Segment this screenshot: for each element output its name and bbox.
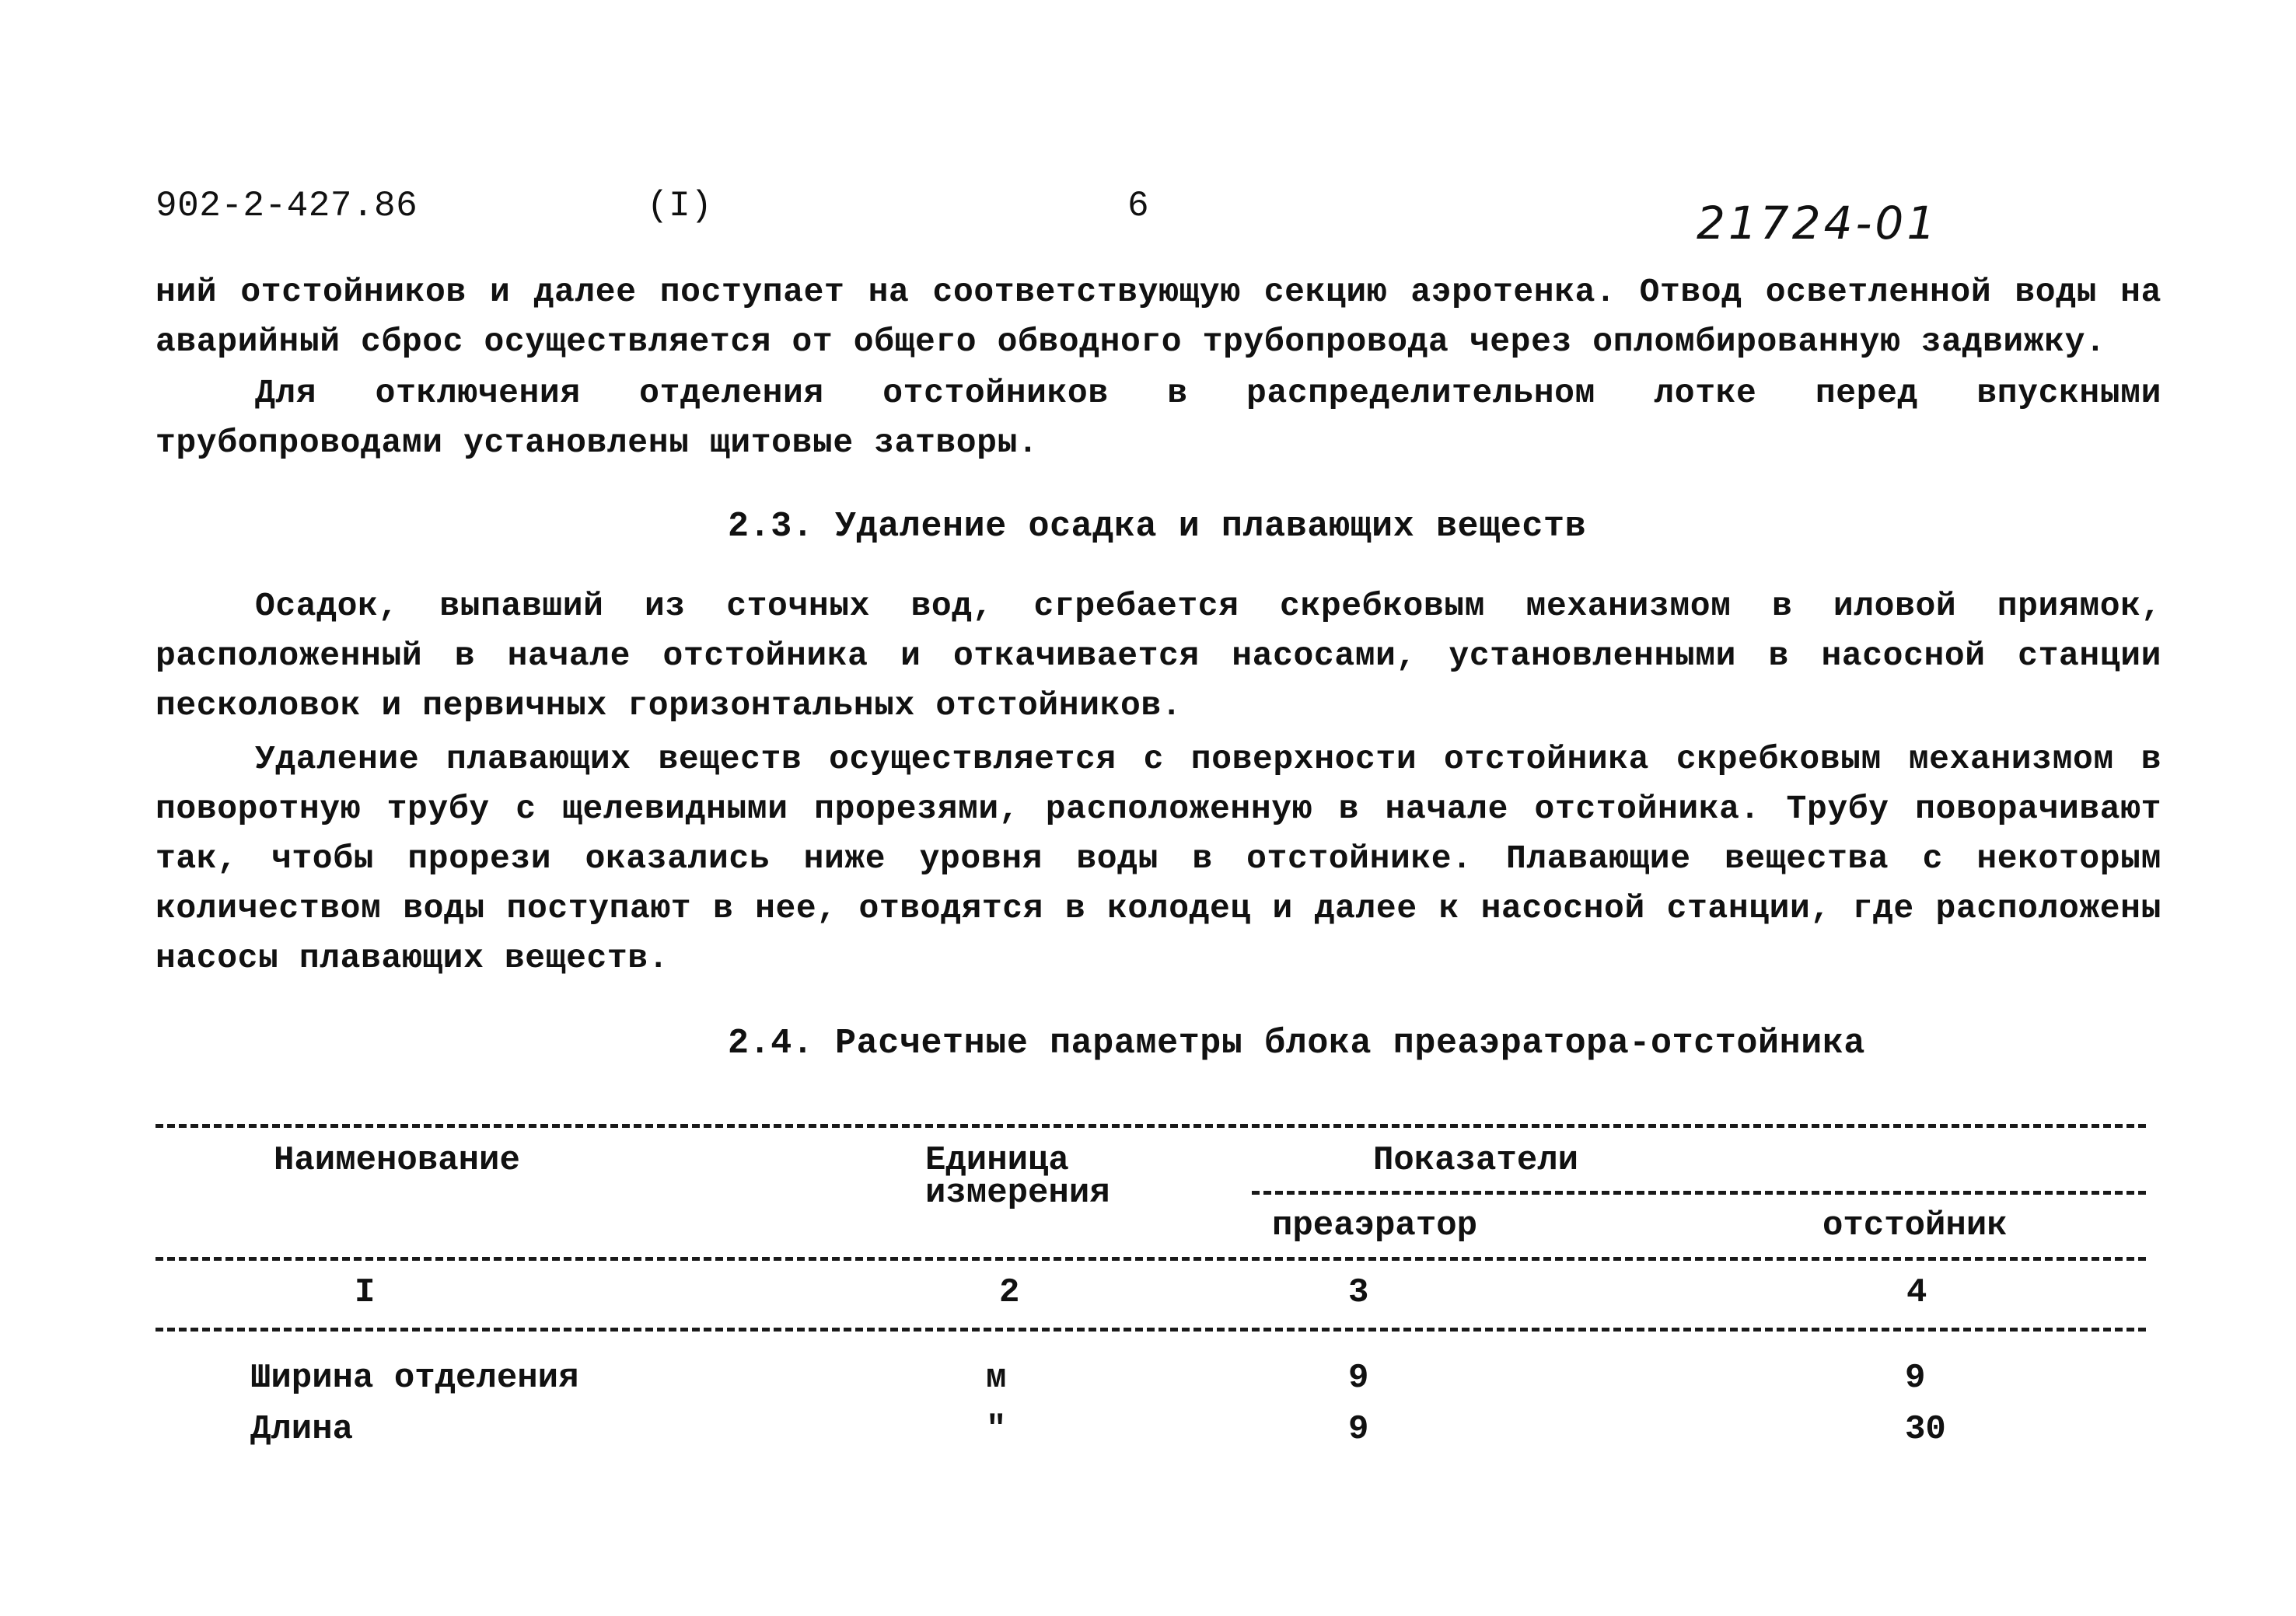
page-number: 6 [1127, 186, 1150, 226]
header-bottom-rule [156, 1257, 2146, 1261]
row-width-settler: 9 [1905, 1359, 1926, 1398]
row-length-unit: " [986, 1410, 1007, 1449]
handwritten-stamp: 21724-01 [1697, 197, 1939, 250]
header-indicators: Показатели [1373, 1141, 1579, 1180]
column-numbers-rule [156, 1328, 2146, 1332]
column-number-3: 3 [1348, 1273, 1369, 1312]
section-heading-2-4: 2.4. Расчетные параметры блока преаэратора-отстойника [728, 1024, 1866, 1063]
row-length-name: Длина [250, 1410, 354, 1449]
header-preaerator: преаэратор [1272, 1206, 1478, 1245]
column-number-4: 4 [1906, 1273, 1927, 1312]
header-name: Наименование [274, 1141, 520, 1180]
paragraph-sediment: Осадок, выпавший из сточных вод, сгребается скребковым механизмом в иловой приямок, расположенный в начале отстойника и откачивается насосами, установленными в насосной станции песколовок и первичных горизонтальных отстойников. [156, 587, 2161, 724]
row-width-unit: м [986, 1359, 1007, 1398]
column-number-1: I [355, 1273, 376, 1312]
header-indicators-rule [1252, 1191, 2146, 1195]
row-length-settler: 30 [1905, 1410, 1946, 1449]
document-part: (I) [647, 186, 713, 226]
document-code: 902-2-427.86 [156, 186, 418, 226]
paragraph-continuation: ний отстойников и далее поступает на соответствующую секцию аэротенка. Отвод осветленной воды на аварийный сброс осуществляется от общего обводного трубопровода через опломбированную задвижку. [156, 273, 2161, 361]
paragraph-floating-substances: Удаление плавающих веществ осуществляется с поверхности отстойника скребковым механизмом в поворотную трубу с щелевидными прорезями, расположенную в начале отстойника. Трубу поворачивают так, чтобы прорези оказались ниже уровня воды в отстойнике. Плавающие вещества с некоторым количеством воды поступают в нее, отводятся в колодец и далее к насосной станции, где расположены насосы плавающих веществ. [156, 740, 2161, 977]
header-settler: отстойник [1822, 1206, 2008, 1245]
table-top-rule [156, 1124, 2146, 1128]
column-number-2: 2 [999, 1273, 1020, 1312]
header-unit: Единица измерения [925, 1141, 1110, 1213]
section-heading-2-3: 2.3. Удаление осадка и плавающих веществ [728, 507, 1587, 546]
row-width-preaerator: 9 [1348, 1359, 1369, 1398]
row-width-name: Ширина отделения [250, 1359, 579, 1398]
row-length-preaerator: 9 [1348, 1410, 1369, 1449]
paragraph-shutters: Для отключения отделения отстойников в распределительном лотке перед впускными трубопроводами установлены щитовые затворы. [156, 374, 2161, 462]
